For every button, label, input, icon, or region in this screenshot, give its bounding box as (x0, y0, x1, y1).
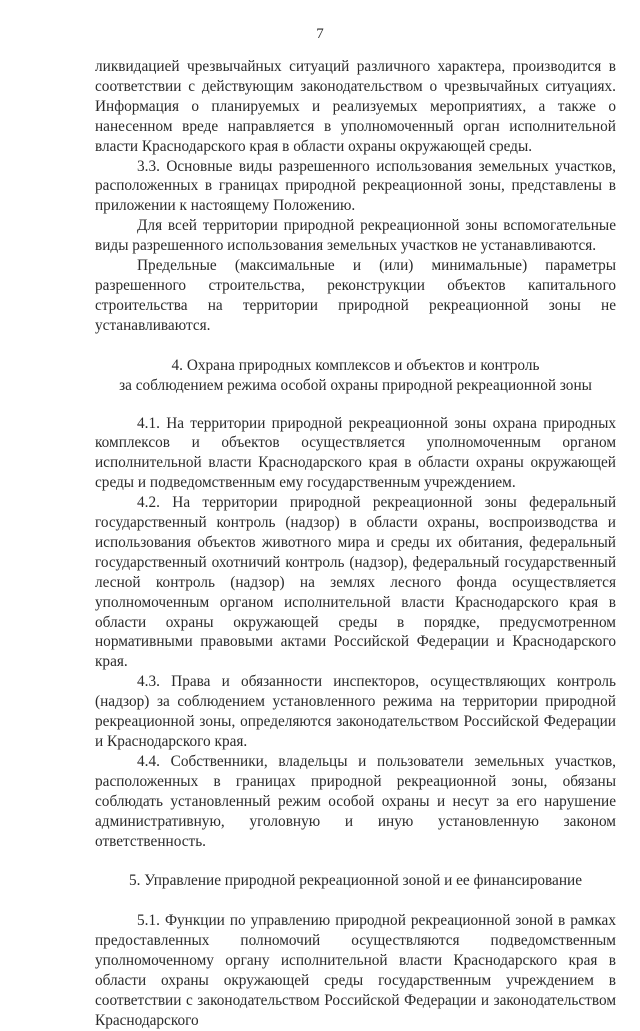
paragraph-4-1: 4.1. На территории природной рекреационной зоны охрана природных комплексов и объектов осуществляется уполномоченным органом исполнительной власти Краснодарского края в области охраны окружающей среды и подведомственным ему государственным учреждением. (95, 414, 616, 492)
section-4-heading-line-1: 4. Охрана природных комплексов и объектов и контроль (171, 356, 540, 374)
section-5-heading: 5. Управление природной рекреационной зоной и ее финансирование (128, 872, 583, 890)
section-4-heading (95, 356, 616, 396)
paragraph-5-1: 5.1. Функции по управлению природной рекреационной зоной в рамках предоставленных полномочий осуществляются подведомственным уполномоченному органу исполнительной власти Краснодарского края в области охраны окружающей среды государственным учреждением в соответствии с законодательством Российской Федерации и законодательством Краснодарского (95, 912, 616, 1029)
paragraph-limit-parameters: Предельные (максимальные и (или) минимальные) параметры разрешенного строительства, реконструкции объектов капитального строительства на территории природной рекреационной зоны не устанавливаются. (95, 257, 616, 334)
paragraph-4-4: 4.4. Собственники, владельцы и пользователи земельных участков, расположенных в границах природной рекреационной зоны, обязаны соблюдать установленный режим особой охраны и несут за его нарушение административную, уголовную и иную установленную законом ответственность. (95, 752, 616, 850)
page-number: 7 (316, 26, 324, 42)
paragraph-3-continuation: ликвидацией чрезвычайных ситуаций различного характера, производится в соответствии с действующим законодательством о чрезвычайных ситуациях. Информация о планируемых и реализуемых мероприятиях, а также о нанесенном вреде направляется в уполномоченный орган исполнительной власти Краснодарского края в области охраны окружающей среды. (95, 58, 616, 155)
paragraph-4-2: 4.2. На территории природной рекреационной зоны федеральный государственный контроль (надзор) в области охраны, воспроизводства и использования объектов животного мира и среды их обитания, федеральный государственный охотничий контроль (надзор), федеральный государственный лесной контроль (надзор) на землях лесного фонда осуществляется уполномоченным органом исполнительной власти Краснодарского края в области охраны окружающей среды в порядке, предусмотренном нормативными правовыми актами Российской Федерации и Краснодарского края. (95, 494, 616, 671)
paragraph-3-3: 3.3. Основные виды разрешенного использования земельных участков, расположенных в границах природной рекреационной зоны, представлены в приложении к настоящему Положению. (95, 157, 616, 215)
paragraph-4-3: 4.3. Права и обязанности инспекторов, осуществляющих контроль (надзор) за соблюдением установленного режима на территории природной рекреационной зоны, определяются законодательством Российской Федерации и Краснодарского края. (95, 673, 616, 750)
paragraph-auxiliary-uses: Для всей территории природной рекреационной зоны вспомогательные виды разрешенного использования земельных участков не устанавливаются. (95, 217, 616, 255)
section-4-heading-line-2: за соблюдением режима особой охраны природной рекреационной зоны (119, 376, 592, 394)
document-body (95, 57, 616, 1031)
